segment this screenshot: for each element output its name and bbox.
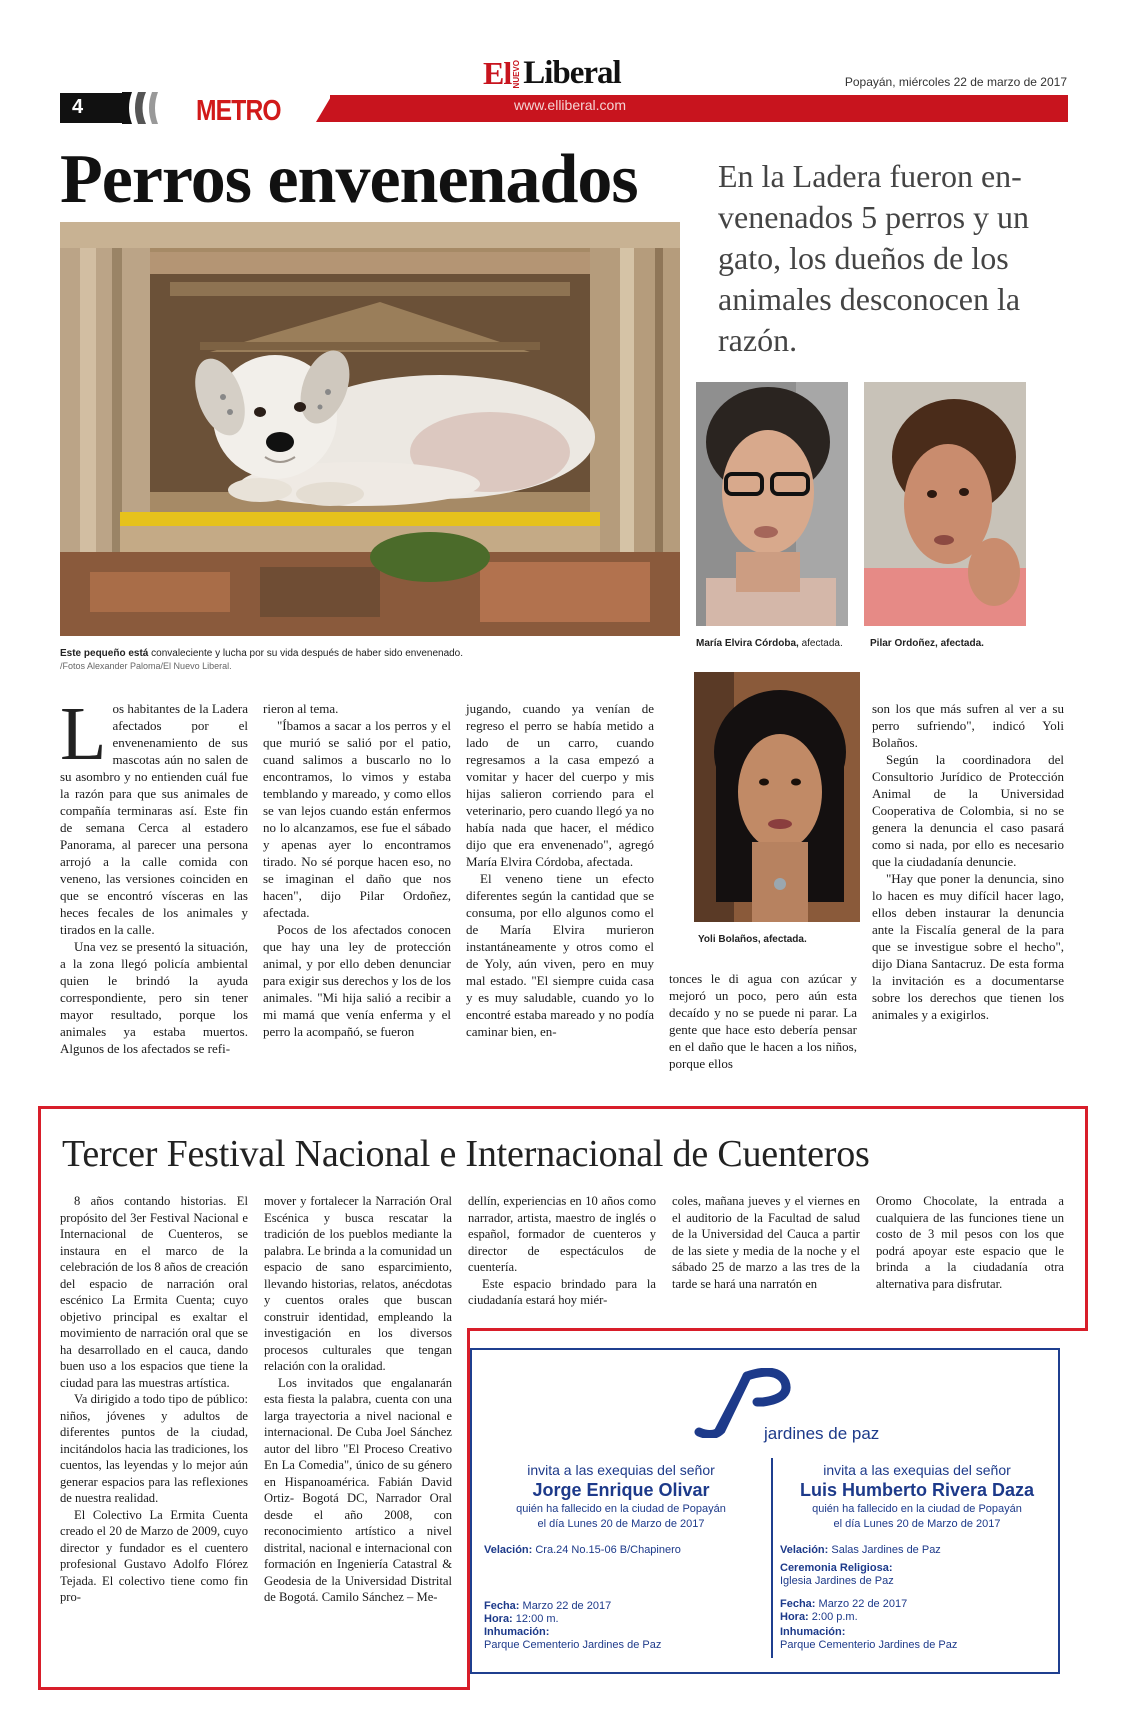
label: Hora: (484, 1613, 513, 1625)
label: Hora: (780, 1611, 809, 1623)
dropcap: L (60, 692, 107, 776)
festival-frame-divider (467, 1328, 1088, 1331)
ad-fecha (484, 1600, 611, 1613)
paragraph: coles, mañana jueves y el viernes en el auditorio de la Facultad de salud de la Universidad del Cauca a partir de las siete y media de la noche y el sábado 25 de marzo a las tres de la tarde se hará una narratón en (672, 1194, 860, 1291)
value: 12:00 m. (515, 1613, 559, 1625)
value: Parque Cementerio Jardines de Paz (484, 1639, 662, 1651)
section-swoosh-icon (122, 92, 172, 124)
paragraph: jugando, cuando ya venían de regreso el perro se había metido a lado de un carro, cuando regresamos a la casa empezó a vomitar y hacer del cuerpo y mis hijas salieron corriendo para el veterinario, pero cuando llegó ya no había nada que hacer, el médico dijo que era envenenado", agregó María Elvira Córdoba, afectada. (466, 701, 654, 869)
value: Iglesia Jardines de Paz (780, 1575, 894, 1587)
ad-inhumacion (780, 1626, 957, 1652)
paragraph: 8 años contando historias. El propósito del 3er Festival Nacional e Internacional de Cuenteros, se instaura en el marco de la celebración de los 8 años de creación del espacio de narración oral escénico La Ermita Cuenta; cuyo objetivo principal es exaltar el movimiento de narración oral que se ha desarrollado en el cauca, dando buen uso a los espacios que tiene la ciudad para las muestras artística. (60, 1194, 248, 1390)
ad-hora (484, 1613, 559, 1626)
paragraph: Según la coordinadora del Consultorio Jurídico de Protección Animal de la Universidad Cooperativa de Colombia, si no se genera la denuncia el caso pasará como si nada, por ello es necesario que la ciudadanía denuncie. (872, 752, 1064, 869)
article-column-5 (872, 700, 1064, 1023)
ad-ceremonia (780, 1562, 894, 1588)
portrait-caption-pilar (870, 638, 984, 649)
paragraph: Una vez se presentó la situación, a la zona llegó policía ambiental quien le brindó la ayuda correspondiente, pero sin tener mayor resultado, porque los animales ya estaba muertos. Algunos de los afectados se refi- (60, 939, 248, 1056)
portrait-name: Yoli Bolaños, afectada. (698, 934, 807, 945)
ad-logo-text: jardines de paz (764, 1424, 880, 1443)
label: Fecha: (484, 1600, 520, 1612)
ad-died-line: quién ha fallecido en la ciudad de Popayán (516, 1503, 726, 1515)
ad-hora (780, 1611, 858, 1624)
paragraph: Este espacio brindado para la ciudadanía estará hoy miér- (468, 1276, 656, 1307)
paragraph: Va dirigido a todo tipo de público: niños, jóvenes y adultos de diferentes puntos de la ciudad, incitándolos hacia las tradiciones, los cuentos, las leyendas y lo mejor aún generar espacios para las reflexiones de nuestra realidad. (60, 1392, 248, 1505)
value: Marzo 22 de 2017 (818, 1598, 908, 1610)
portrait-caption-maria (696, 638, 843, 649)
article-column-1 (60, 692, 248, 1057)
portrait-role: afectada. (801, 638, 843, 649)
value: Salas Jardines de Paz (831, 1544, 941, 1556)
festival-column-3 (468, 1193, 656, 1309)
festival-column-1 (60, 1193, 248, 1606)
main-photo-dog (60, 222, 680, 636)
article-column-3 (466, 700, 654, 1040)
main-photo-caption (60, 648, 680, 673)
paragraph: dellín, experiencias en 10 años como narrador, artista, maestro de inglés o español, formador de cuenteros y director de espectáculos de cuentería. (468, 1194, 656, 1274)
paragraph: Oromo Chocolate, la entrada a cualquiera de las funciones tiene un costo de 3 mil pesos con los que podrá apoyar este espacio que le brinda a la ciudadanía otra alternativa para disfrutar. (876, 1194, 1064, 1291)
value: 2:00 p.m. (811, 1611, 858, 1623)
festival-column-2 (264, 1193, 452, 1606)
label: Velación: (780, 1544, 829, 1556)
portrait-name: Pilar Ordoñez, afectada. (870, 638, 984, 649)
label: Fecha: (780, 1598, 816, 1610)
photo-credit: /Fotos Alexander Paloma/El Nuevo Liberal. (60, 661, 232, 671)
page-number: 4 (60, 93, 122, 123)
ad-died-date: el día Lunes 20 de Marzo de 2017 (833, 1518, 1001, 1530)
paragraph: Pocos de los afectados conocen que hay una ley de protección animal, y por ello deben denunciar para exigir sus derechos y los de los animales. "Mi hija salió a recibir a mi mamá que venía enferma y el perro la acompañó, se fueron (263, 922, 451, 1039)
funeral-ad (470, 1348, 1060, 1674)
festival-column-4 (672, 1193, 860, 1292)
caption-text: convaleciente y lucha por su vida después de haber sido envenenado. (151, 648, 464, 659)
logo-liberal: Liberal (523, 55, 621, 91)
logo-el: El (483, 55, 512, 91)
ad-died-line: quién ha fallecido en la ciudad de Popayán (812, 1503, 1022, 1515)
portrait-maria-elvira (696, 382, 848, 626)
article-deck: En la Ladera fueron en-venenados 5 perros y un gato, los dueños de los animales desconocen la razón. (718, 158, 1030, 358)
paragraph: rieron al tema. (263, 701, 339, 716)
value: Marzo 22 de 2017 (522, 1600, 612, 1612)
ad-velacion (484, 1544, 681, 1557)
paragraph: son los que más sufren al ver a su perro sufriendo", indicó Yoli Bolaños. (872, 701, 1064, 750)
portrait-name: María Elvira Córdoba, (696, 638, 799, 649)
value: Cra.24 No.15-06 B/Chapinero (535, 1544, 681, 1556)
paragraph: El veneno tiene un efecto diferentes según la cantidad que se consuma, por ello algunos como el de María Elvira murieron instantáneamente y otros como el de Yoly, aún viven, pero en muy mal estado. "El siempre cuida casa y es muy saludable, cuando yo lo encontré estaba mareado y no podía caminar bien, en- (466, 871, 654, 1039)
ad-died-date: el día Lunes 20 de Marzo de 2017 (537, 1518, 705, 1530)
paragraph: mover y fortalecer la Narración Oral Escénica y busca rescatar la tradición de los pueblos mediante la palabra. Le brinda a la comunidad un espacio de sano esparcimiento, llevando historias, relatos, anécdotas y cuentos orales que buscan construir identidad, empleando la investigación en los diversos procesos culturales que tengan relación con la oralidad. (264, 1194, 452, 1373)
value: Parque Cementerio Jardines de Paz (780, 1639, 958, 1651)
paragraph: "Íbamos a sacar a los perros y el que murió se salió por el patio, cuand salimos a buscarlo no lo encontramos, lo vimos y estaba temblando y mareado, y como ellos se van lejos cuando están enfermos no lo alcanzamos, ese fue el sábado y apenas ayer lo encontramos tirado. No sé porque hacen eso, no se imaginan el daño que nos hacen", dijo Pilar Ordoñez, afectada. (263, 718, 451, 920)
ad-fecha (780, 1598, 907, 1611)
paragraph: os habitantes de la Ladera afectados por el envenenamiento de sus mascotas aún no salen de su asombro y no entienden cuál fue la razón para que sus animales de compañía terminaras así. Este fin de semana Cerca al estadero Panorama, al parecer una persona arrojó a la calle comida con veneno, las versiones coinciden en que se encontró vísceras en las heces fecales de los animales y tirados en la calle. (60, 701, 248, 937)
article-column-4 (669, 970, 857, 1072)
article-headline: Perros envenenados (60, 141, 638, 218)
ad-invite: invita a las exequias del señor (823, 1462, 1011, 1478)
section-label: METRO (196, 95, 281, 127)
paragraph: tonces le di agua con azúcar y mejoró un poco, pero aún esta decaído y no se puede ni parar. La gente que hace esto debería pensar en el daño que le hacen a los niños, porque ellos (669, 971, 857, 1071)
label: Inhumación: (484, 1626, 550, 1638)
ad-deceased-name: Luis Humberto Rivera Daza (799, 1480, 1035, 1500)
ad-inhumacion (484, 1626, 661, 1652)
caption-bold: Este pequeño está (60, 648, 149, 659)
article-column-2 (263, 700, 451, 1040)
newspaper-logo (483, 56, 621, 92)
portrait-pilar (864, 382, 1026, 626)
portrait-caption-yoli (698, 934, 807, 945)
label: Ceremonia Religiosa: (780, 1562, 893, 1574)
label: Inhumación: (780, 1626, 846, 1638)
festival-title: Tercer Festival Nacional e Internacional de Cuenteros (62, 1133, 870, 1175)
site-url[interactable]: www.elliberal.com (513, 97, 627, 113)
ad-velacion (780, 1544, 941, 1557)
paragraph: "Hay que poner la denuncia, sino lo hacen es muy difícil hacer lago, ellos deben instaurar la denuncia ante la Fiscalía general de la para que se investigue sobre el hecho", dijo Diana Santacruz. De esta forma la invitación es a documentarse sobre los derechos que tienen los animales y a exigirlos. (872, 871, 1064, 1022)
ad-invite: invita a las exequias del señor (527, 1462, 715, 1478)
paragraph: Los invitados que engalanarán esta fiesta la palabra, cuenta con una larga trayectoria a nivel nacional e internacional. De Cuba Joel Sánchez autor del libro "El Proceso Creativo En La Comedia", único de su género en Hispanoamérica. Fabián David Ortiz- Bogotá DC, Narrador Oral desde el año 2008, con reconocimiento artístico a nivel distrital, nacional e internacional con formación en Ingeniería Catastral & Geodesia de la Universidad Distrital de Bogotá. Camilo Sánchez – Me- (264, 1375, 452, 1604)
festival-column-5 (876, 1193, 1064, 1292)
ad-notice-left (476, 1462, 766, 1672)
paragraph: El Colectivo La Ermita Cuenta creado el 20 de Marzo de 2009, cuyo director y fundador es el cuentero profesional Gustavo Adolfo Flórez Tejada. El colectivo tiene como fin pro- (60, 1507, 248, 1604)
dateline: Popayán, miércoles 22 de marzo de 2017 (844, 75, 1067, 89)
logo-nuevo: NUEVO (512, 59, 522, 88)
portrait-yoli (694, 672, 860, 922)
label: Velación: (484, 1544, 533, 1556)
ad-deceased-name: Jorge Enrique Olivar (532, 1480, 710, 1500)
ad-notice-right (772, 1462, 1062, 1672)
